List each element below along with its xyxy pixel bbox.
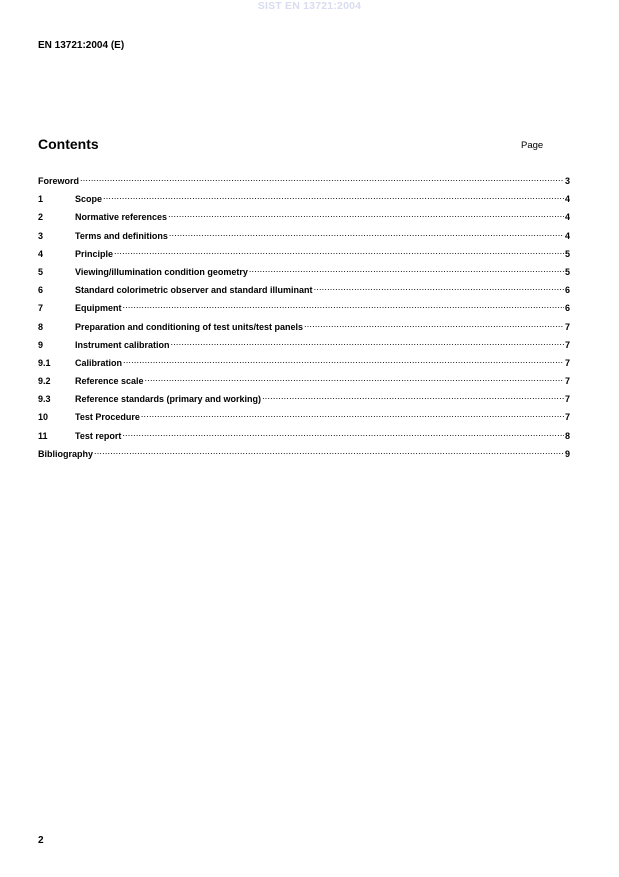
toc-entry-page: 4 bbox=[564, 212, 570, 223]
toc-entry-page: 7 bbox=[564, 394, 570, 405]
toc-entry[interactable] bbox=[38, 429, 570, 447]
toc-entry-title: Test report bbox=[75, 430, 122, 441]
toc-entry-title: Reference scale bbox=[75, 376, 144, 387]
toc-dot-leader bbox=[168, 210, 564, 220]
toc-entry[interactable] bbox=[38, 192, 570, 210]
toc-dot-leader bbox=[314, 283, 564, 293]
toc-dot-leader bbox=[145, 374, 564, 384]
toc-entry-page: 3 bbox=[564, 176, 570, 186]
toc-entry-number: 9.3 bbox=[38, 394, 51, 405]
toc-entry-page: 4 bbox=[564, 230, 570, 241]
toc-entry-page: 7 bbox=[564, 357, 570, 368]
toc-entry-number: 5 bbox=[38, 266, 44, 277]
toc-entry-number: 11 bbox=[38, 430, 48, 441]
toc-entry-title: Scope bbox=[75, 194, 103, 205]
toc-entry-title: Test Procedure bbox=[75, 412, 140, 423]
toc-entry-number: 6 bbox=[38, 285, 44, 296]
toc-entry-page: 4 bbox=[564, 194, 570, 205]
toc-dot-leader bbox=[169, 229, 564, 239]
toc-entry-number: 9.2 bbox=[38, 376, 51, 387]
page-number: 2 bbox=[38, 835, 44, 846]
toc-entry-title: Principle bbox=[75, 248, 114, 259]
toc-entry[interactable] bbox=[38, 320, 570, 338]
toc-entry[interactable] bbox=[38, 356, 570, 374]
toc-entry[interactable] bbox=[38, 210, 570, 228]
toc-entry-page: 5 bbox=[564, 266, 570, 277]
toc-dot-leader bbox=[249, 265, 564, 275]
toc-entry[interactable] bbox=[38, 265, 570, 283]
toc-entry[interactable] bbox=[38, 247, 570, 265]
toc-entry[interactable] bbox=[38, 338, 570, 356]
toc-entry-number: 9.1 bbox=[38, 357, 51, 368]
toc-entry-page: 7 bbox=[564, 321, 570, 332]
toc-dot-leader bbox=[80, 174, 564, 184]
toc-entry[interactable] bbox=[38, 447, 570, 465]
toc-entry-page: 7 bbox=[564, 376, 570, 387]
toc-entry[interactable] bbox=[38, 410, 570, 428]
toc-entry-title: Viewing/illumination condition geometry bbox=[75, 266, 248, 277]
toc-entry-number: 1 bbox=[38, 194, 44, 205]
toc-entry-title: Instrument calibration bbox=[75, 339, 170, 350]
watermark-text: SIST EN 13721:2004 bbox=[257, 0, 362, 12]
toc-entry-page: 7 bbox=[564, 339, 570, 350]
toc-entry[interactable] bbox=[38, 174, 570, 192]
toc-dot-leader bbox=[171, 338, 564, 348]
toc-entry-title: Preparation and conditioning of test units/test panels bbox=[75, 321, 304, 332]
toc-entry[interactable] bbox=[38, 374, 570, 392]
toc-entry[interactable] bbox=[38, 301, 570, 319]
toc-entry-title: Bibliography bbox=[38, 448, 94, 459]
toc-dot-leader bbox=[114, 247, 564, 257]
toc-entry[interactable] bbox=[38, 229, 570, 247]
toc-entry-page: 6 bbox=[564, 303, 570, 314]
toc-entry-number: 4 bbox=[38, 248, 44, 259]
toc-entry[interactable] bbox=[38, 283, 570, 301]
page-column-label: Page bbox=[521, 140, 544, 151]
toc-entry-title: Reference standards (primary and working) bbox=[75, 394, 262, 405]
toc-entry-page: 9 bbox=[564, 448, 570, 459]
toc-dot-leader bbox=[304, 320, 564, 330]
toc-entry-number: 7 bbox=[38, 303, 44, 314]
toc-dot-leader bbox=[141, 410, 564, 420]
toc-dot-leader bbox=[94, 447, 564, 457]
toc-entry[interactable] bbox=[38, 392, 570, 410]
toc-entry-number: 2 bbox=[38, 212, 44, 223]
toc-entry-number: 10 bbox=[38, 412, 49, 423]
toc-entry-title: Terms and definitions bbox=[75, 230, 168, 241]
toc-entry-title: Calibration bbox=[75, 357, 123, 368]
document-header: EN 13721:2004 (E) bbox=[38, 40, 125, 51]
toc-dot-leader bbox=[262, 392, 564, 402]
toc-entry-page: 7 bbox=[564, 412, 570, 423]
toc-entry-title: Foreword bbox=[38, 176, 80, 186]
toc-dot-leader bbox=[123, 301, 564, 311]
toc-dot-leader bbox=[123, 356, 564, 366]
contents-title: Contents bbox=[38, 136, 99, 152]
table-of-contents bbox=[38, 174, 570, 465]
toc-entry-number: 3 bbox=[38, 230, 44, 241]
toc-dot-leader bbox=[122, 429, 564, 439]
toc-entry-title: Standard colorimetric observer and standard illuminant bbox=[75, 285, 313, 296]
toc-entry-number: 9 bbox=[38, 339, 44, 350]
toc-entry-number: 8 bbox=[38, 321, 44, 332]
toc-entry-page: 5 bbox=[564, 248, 570, 259]
toc-entry-page: 6 bbox=[564, 285, 570, 296]
toc-entry-page: 8 bbox=[564, 430, 570, 441]
toc-dot-leader bbox=[103, 192, 564, 202]
toc-entry-title: Normative references bbox=[75, 212, 168, 223]
toc-entry-title: Equipment bbox=[75, 303, 122, 314]
